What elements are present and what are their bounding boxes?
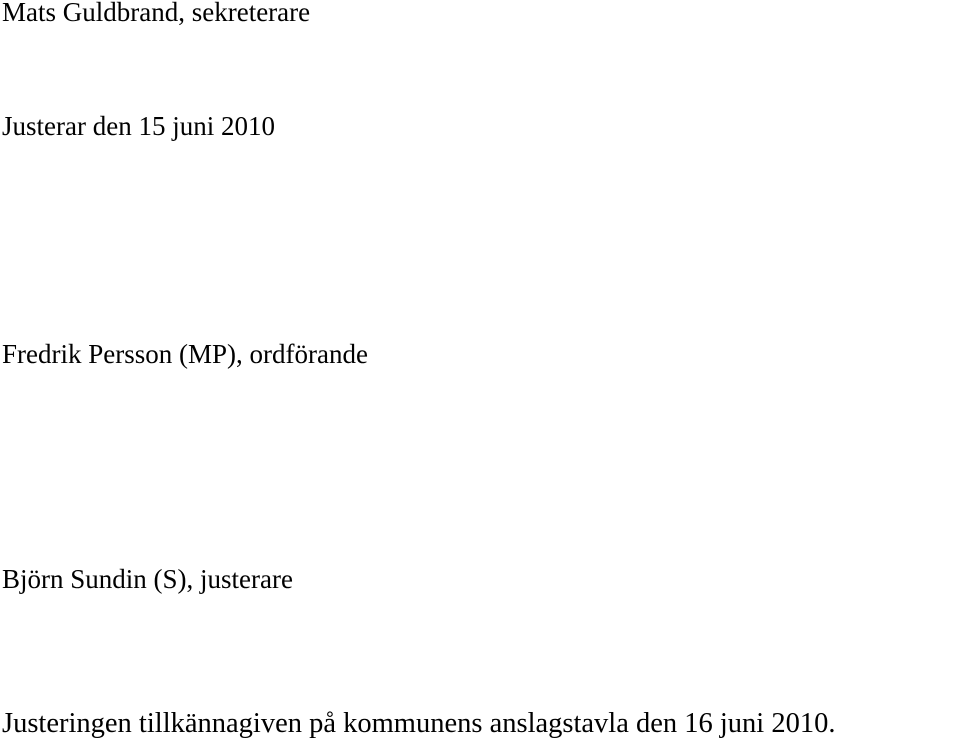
notice-board-line: Justeringen tillkännagiven på kommunens anslagstavla den 16 juni 2010.	[2, 708, 836, 739]
adjuster-signature-line: Björn Sundin (S), justerare	[2, 564, 293, 594]
secretary-signature-line: Mats Guldbrand, sekreterare	[2, 0, 311, 27]
adjustment-date-line: Justerar den 15 juni 2010	[2, 111, 275, 141]
chairman-signature-line: Fredrik Persson (MP), ordförande	[2, 339, 368, 369]
